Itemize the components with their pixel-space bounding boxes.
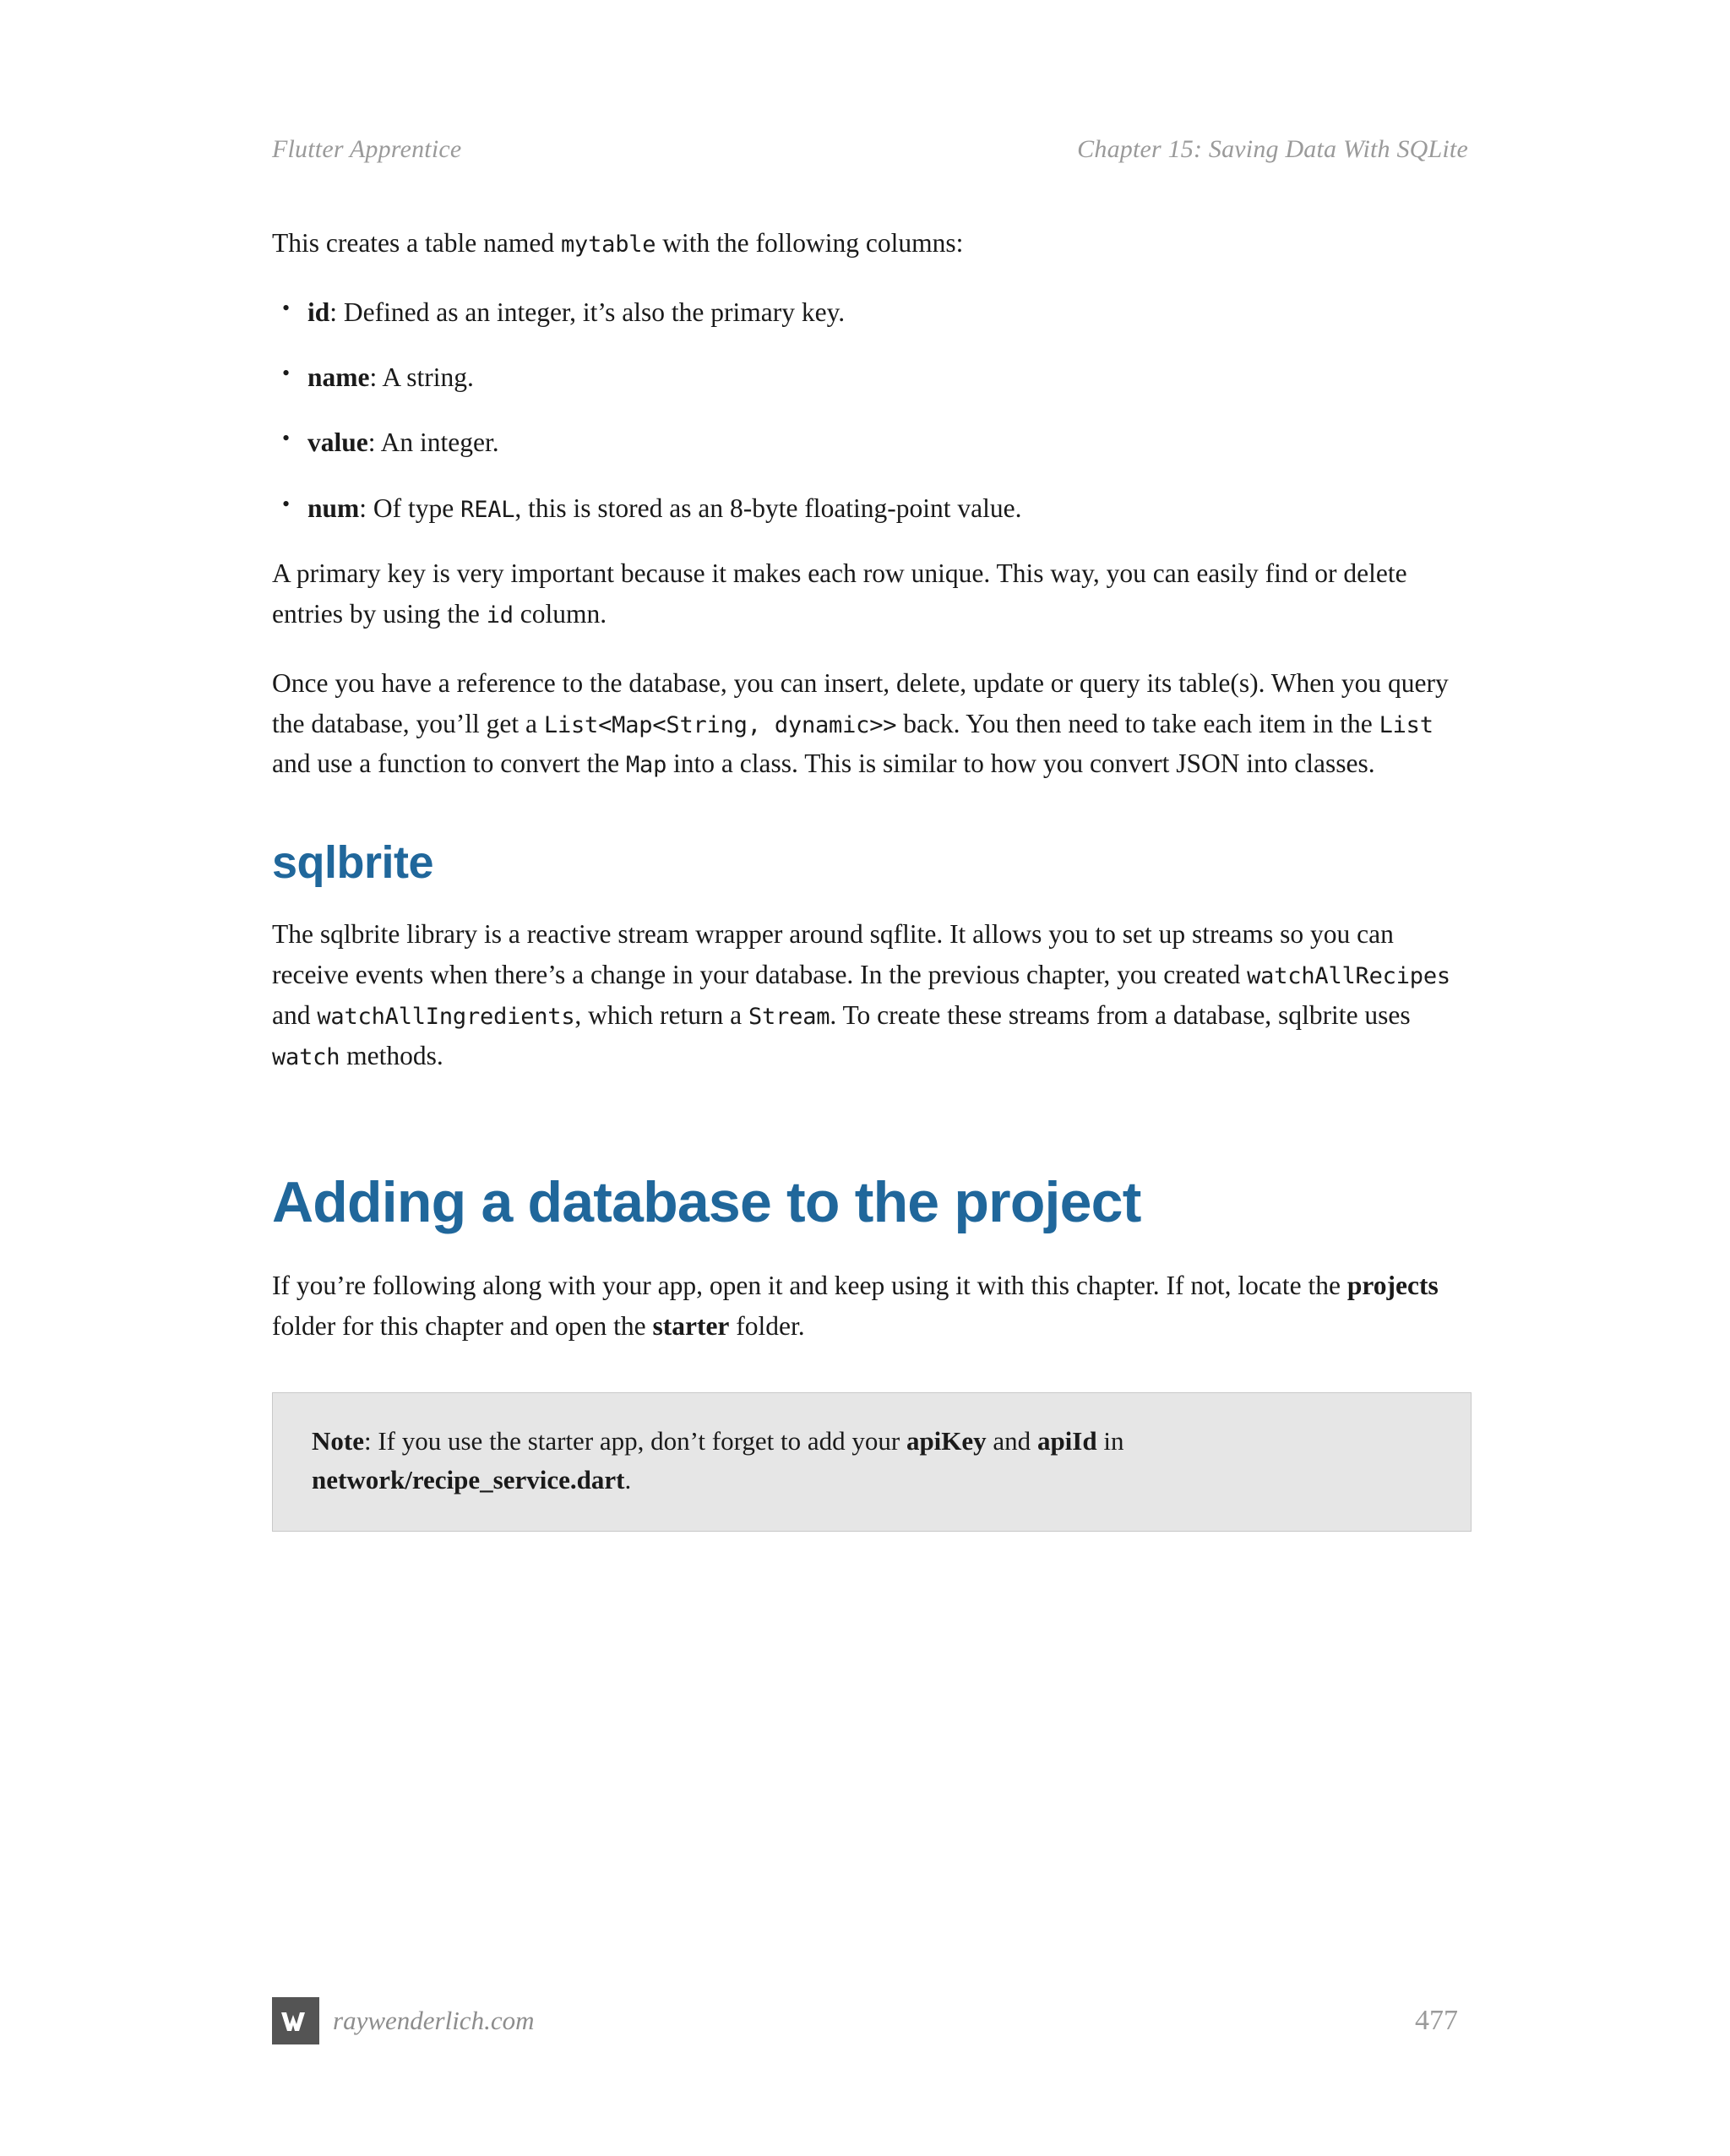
body-block xyxy=(272,223,1472,1532)
sqlbrite-paragraph xyxy=(272,914,1472,1076)
reference-code-list-map: List<Map<String, dynamic>> xyxy=(543,711,897,738)
reference-text-4: into a class. This is similar to how you convert JSON into classes. xyxy=(666,749,1375,779)
bullet-text-id: : Defined as an integer, it’s also the primary key. xyxy=(329,297,846,327)
list-item xyxy=(272,292,1472,332)
bullet-term-name: name xyxy=(307,362,370,393)
footer-brand-text: raywenderlich.com xyxy=(333,2006,535,2035)
bullet-term-num: num xyxy=(307,493,360,523)
sqlbrite-text-1: The sqlbrite library is a reactive stream wrapper around sqflite. It allows you to set up streams so you can receive events when there’s a change in your database. In the previous chapter, you created xyxy=(272,919,1394,990)
note-label: Note xyxy=(312,1425,364,1456)
running-head xyxy=(272,135,1472,164)
sqlbrite-text-4: . To create these streams from a database, sqlbrite uses xyxy=(830,1000,1411,1030)
sqlbrite-code-watchallrecipes: watchAllRecipes xyxy=(1247,963,1450,990)
note-text-3: in xyxy=(1096,1425,1124,1456)
note-bold-apiid: apiId xyxy=(1036,1425,1097,1456)
section-heading-adding-database: Adding a database to the project xyxy=(272,1169,1141,1234)
bullet-text-num-before: : Of type xyxy=(359,493,461,523)
primary-key-code-id: id xyxy=(486,602,514,629)
reference-text-1: Once you have a reference to the database, you can insert, delete, update or query its table(s). When you query the database, you’ll get a xyxy=(272,667,1449,738)
sqlbrite-text-5: methods. xyxy=(340,1040,443,1070)
sqlbrite-code-watch: watch xyxy=(272,1043,340,1070)
note-bold-file-path: network/recipe_service.dart xyxy=(312,1465,625,1494)
intro-paragraph xyxy=(272,223,1472,264)
adding-database-bold-starter: starter xyxy=(652,1310,730,1341)
bullet-text-num-after: , this is stored as an 8-byte floating-point value. xyxy=(514,493,1022,523)
running-head-chapter-title: Chapter 15: Saving Data With SQLite xyxy=(1077,135,1468,163)
page-content xyxy=(272,135,1472,1532)
list-item xyxy=(272,357,1472,397)
bullet-term-value: value xyxy=(307,427,368,458)
bullet-code-real: REAL xyxy=(460,496,515,523)
bullet-text-value: : An integer. xyxy=(367,427,499,458)
list-item xyxy=(272,488,1472,528)
note-callout xyxy=(272,1392,1472,1532)
reference-code-list: List xyxy=(1379,711,1434,738)
note-text-1: : If you use the starter app, don’t forget to add your xyxy=(363,1425,906,1456)
intro-text-before: This creates a table named xyxy=(272,228,561,258)
footer-brand-group xyxy=(272,1997,534,2044)
page-footer xyxy=(272,1997,1458,2044)
note-text-4: . xyxy=(624,1465,632,1494)
note-text-2: and xyxy=(986,1425,1037,1456)
reference-text-3: and use a function to convert the xyxy=(272,749,626,779)
reference-code-map: Map xyxy=(626,752,667,779)
raywenderlich-logo-icon xyxy=(272,1997,319,2044)
note-bold-apikey: apiKey xyxy=(906,1425,987,1456)
list-item xyxy=(272,422,1472,462)
sqlbrite-text-2: and xyxy=(272,1000,318,1030)
adding-database-text-2: folder for this chapter and open the xyxy=(272,1310,653,1341)
bullet-text-name: : A string. xyxy=(369,362,474,393)
adding-database-bold-projects: projects xyxy=(1346,1270,1439,1300)
intro-text-after: with the following columns: xyxy=(656,228,964,258)
reference-text-2: back. You then need to take each item in the xyxy=(896,708,1379,738)
sqlbrite-code-stream: Stream xyxy=(748,1004,830,1030)
running-head-book-title: Flutter Apprentice xyxy=(272,135,462,163)
adding-database-text-1: If you’re following along with your app, open it and keep using it with this chapter. If not, locate the xyxy=(272,1270,1347,1300)
primary-key-text-2: column. xyxy=(513,598,607,629)
column-list xyxy=(272,292,1472,528)
primary-key-paragraph xyxy=(272,553,1472,634)
sqlbrite-code-watchallingredients: watchAllIngredients xyxy=(317,1004,575,1030)
reference-paragraph xyxy=(272,663,1472,785)
page-number: 477 xyxy=(1415,2005,1458,2036)
primary-key-text-1: A primary key is very important because it makes each row unique. This way, you can easily find or delete entries by using the xyxy=(272,558,1407,629)
adding-database-paragraph xyxy=(272,1266,1472,1347)
bullet-term-id: id xyxy=(307,297,330,327)
intro-code-mytable: mytable xyxy=(560,231,656,258)
section-heading-sqlbrite: sqlbrite xyxy=(272,837,434,889)
adding-database-text-3: folder. xyxy=(729,1310,805,1341)
sqlbrite-text-3: , which return a xyxy=(574,1000,748,1030)
